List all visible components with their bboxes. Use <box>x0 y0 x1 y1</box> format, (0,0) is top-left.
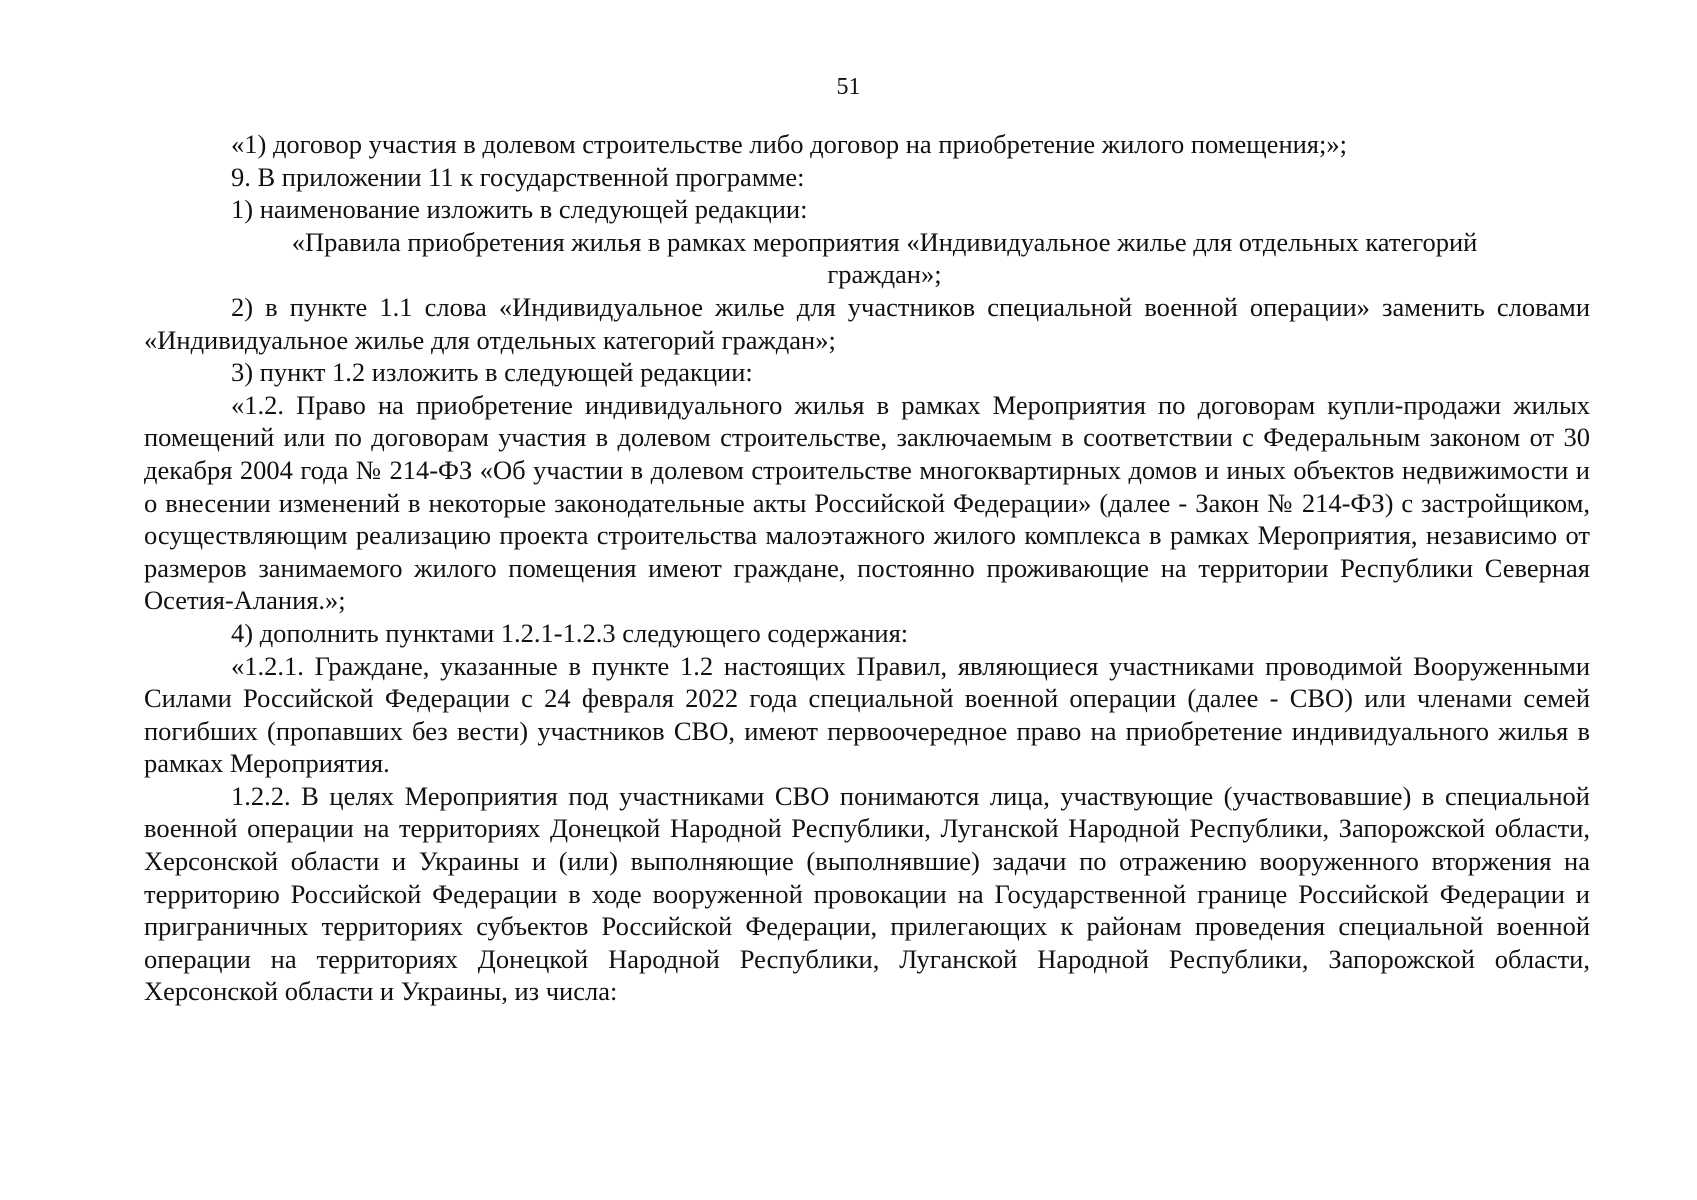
paragraph-appendix-11: 9. В приложении 11 к государственной программе: <box>231 161 805 192</box>
paragraph-supplement-intro: 4) дополнить пунктами 1.2.1-1.2.3 следующего содержания: <box>231 617 909 648</box>
paragraph-clause-1-2: «1.2. Право на приобретение индивидуального жилья в рамках Мероприятия по договорам купли-продажи жилых помещений или по договорам участия в долевом строительстве, заключаемым в соответствии с Федеральным законом от 30 декабря 2004 года № 214-ФЗ «Об участии в долевом строительстве многоквартирных домов и иных объектов недвижимости и о внесении изменений в некоторые законодательные акты Российской Федерации» (далее - Закон № 214-ФЗ) с застройщиком, осуществляющим реализацию проекта строительства малоэтажного жилого комплекса в рамках Мероприятия, независимо от размеров занимаемого жилого помещения имеют граждане, постоянно проживающие на территории Республики Северная Осетия-Алания.»; <box>144 389 1590 616</box>
paragraph-title-change: 1) наименование изложить в следующей редакции: <box>231 194 808 225</box>
paragraph-contract-item: «1) договор участия в долевом строительстве либо договор на приобретение жилого помещения;»; <box>231 129 1347 159</box>
centered-rules-title: «Правила приобретения жилья в рамках мероприятия «Индивидуальное жилье для отдельных категорий граждан»; <box>291 226 1478 290</box>
document-body <box>144 128 1590 1008</box>
paragraph-clause-1-2-intro: 3) пункт 1.2 изложить в следующей редакции: <box>231 357 753 388</box>
page-number: 51 <box>836 74 861 100</box>
paragraph-clause-1-1: 2) в пункте 1.1 слова «Индивидуальное жилье для участников специальной военной операции» заменить словами «Индивидуальное жилье для отдельных категорий граждан»; <box>144 291 1590 355</box>
paragraph-clause-1-2-1: «1.2.1. Граждане, указанные в пункте 1.2 настоящих Правил, являющиеся участниками проводимой Вооруженными Силами Российской Федерации с 24 февраля 2022 года специальной военной операции (далее - СВО) или членами семей погибших (пропавших без вести) участников СВО, имеют первоочередное право на приобретение индивидуального жилья в рамках Мероприятия. <box>144 650 1590 779</box>
paragraph-clause-1-2-2: 1.2.2. В целях Мероприятия под участниками СВО понимаются лица, участвующие (участвовавшие) в специальной военной операции на территориях Донецкой Народной Республики, Луганской Народной Республики, Запорожской области, Херсонской области и Украины и (или) выполняющие (выполнявшие) задачи по отражению вооруженного вторжения на территорию Российской Федерации в ходе вооруженной провокации на Государственной границе Российской Федерации и приграничных территориях субъектов Российской Федерации, прилегающих к районам проведения специальной военной операции на территориях Донецкой Народной Республики, Луганской Народной Республики, Запорожской области, Херсонской области и Украины, из числа: <box>144 780 1590 1007</box>
